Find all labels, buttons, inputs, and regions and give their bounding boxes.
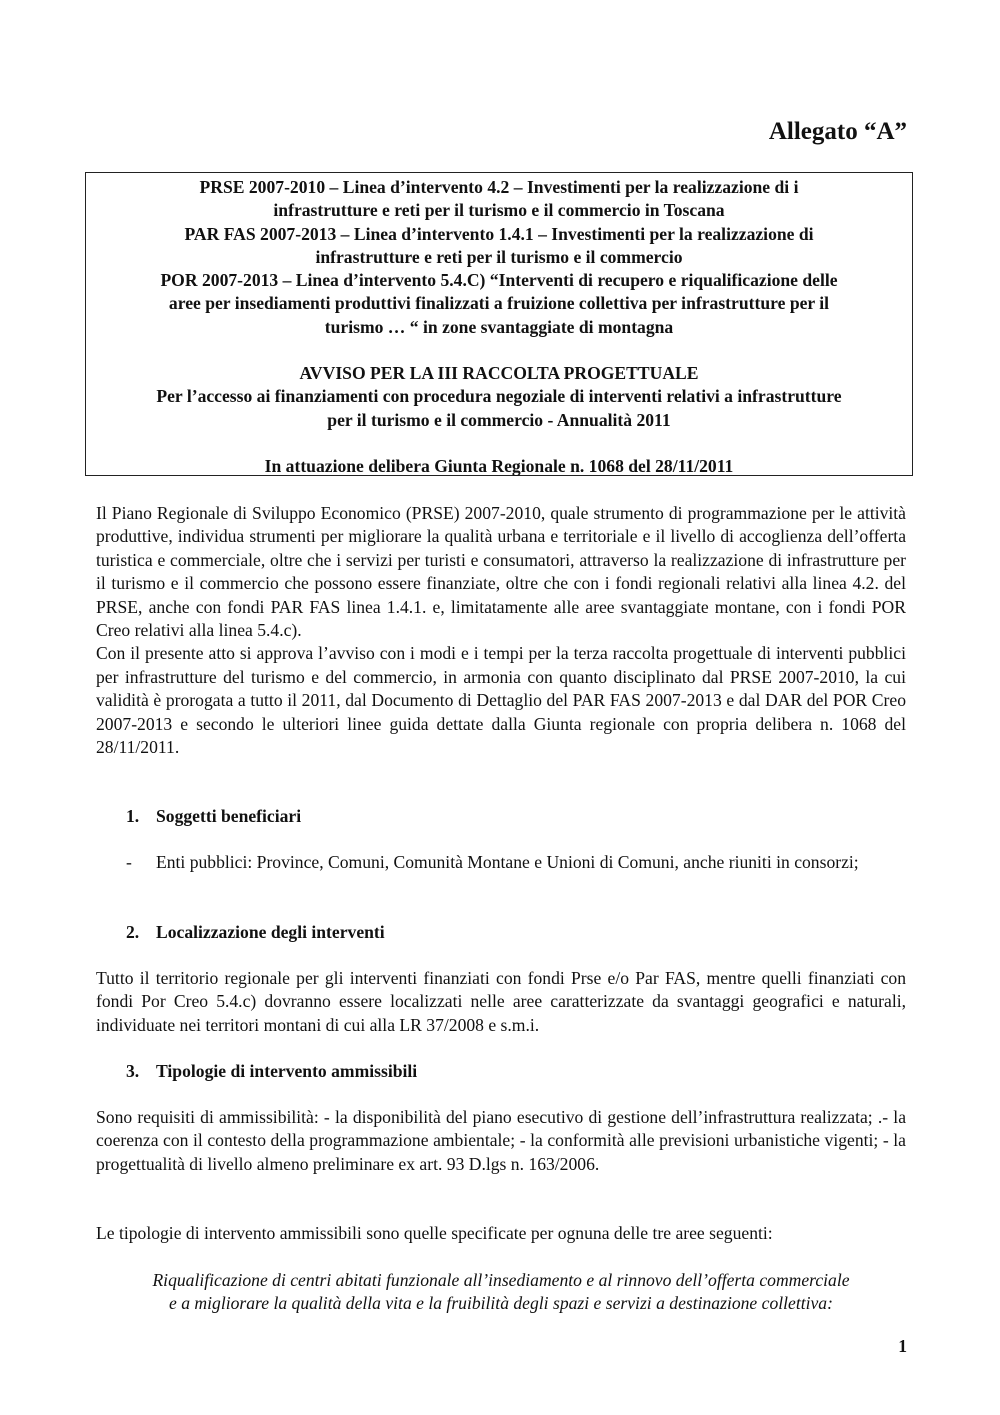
- header-box: [85, 172, 913, 476]
- italic-line: e a migliorare la qualità della vita e la fruibilità degli spazi e servizi a destinazione collettiva:: [169, 1293, 833, 1314]
- section-number: 3.: [126, 1061, 140, 1081]
- list-item: [96, 851, 906, 874]
- header-line: infrastrutture e reti per il turismo e il commercio: [315, 246, 683, 267]
- intro-paragraph: Il Piano Regionale di Sviluppo Economico (PRSE) 2007-2010, quale strumento di programmazione per le attività produttive, individua strumenti per migliorare la qualità urbana e territoriale e il livello di accoglienza dell’offerta turistica e commerciale, oltre che i servizi per turisti e consumatori, attraverso la realizzazione di infrastrutture per il turismo e il commercio che possono essere finanziate, oltre che con i fondi regionali relativi alla linea 4.2. del PRSE, anche con fondi PAR FAS linea 1.4.1. e, limitatamente alle aree svantaggiate montane, con i fondi POR Creo relativi alla linea 5.4.c).: [96, 503, 906, 641]
- section-number: 2.: [126, 922, 140, 942]
- section-paragraph: Le tipologie di intervento ammissibili sono quelle specificate per ognuna delle tre aree seguenti:: [96, 1223, 773, 1243]
- header-line: turismo … “ in zone svantaggiate di montagna: [324, 316, 674, 337]
- avviso-title: AVVISO PER LA III RACCOLTA PROGETTUALE: [299, 363, 699, 384]
- section-paragraph: Tutto il territorio regionale per gli interventi finanziati con fondi Prse e/o Par FAS, mentre quelli finanziati con fondi Por Creo 5.4.c) dovranno essere localizzati nelle aree caratterizzate da svantaggi geografici e naturali, individuate nei territori montani di cui alla LR 37/2008 e s.m.i.: [96, 968, 906, 1035]
- intro-paragraph: Con il presente atto si approva l’avviso con i modi e i tempi per la terza raccolta progettuale di interventi pubblici per infrastrutture del turismo e del commercio, in armonia con quanto disciplinato dal PRSE 2007-2010, la cui validità è prorogata a tutto il 2011, dal Documento di Dettaglio del PAR FAS 2007-2013 e dal DAR del POR Creo 2007-2013 e secondo le ulteriori linee guida dettate dalla Giunta regionale con propria delibera n. 1068 del 28/11/2011.: [96, 643, 906, 758]
- header-line: aree per insediamenti produttivi finalizzati a fruizione collettiva per infrastrutture per il: [168, 293, 830, 314]
- section-3-types: [96, 1222, 906, 1245]
- section-title: Localizzazione degli interventi: [156, 922, 385, 942]
- section-heading-3: [126, 1061, 417, 1082]
- header-line: PAR FAS 2007-2013 – Linea d’intervento 1.4.1 – Investimenti per la realizzazione di: [184, 223, 814, 244]
- avviso-line: per il turismo e il commercio - Annualità 2011: [327, 409, 671, 430]
- section-title: Soggetti beneficiari: [156, 806, 302, 826]
- header-line: infrastrutture e reti per il turismo e il commercio in Toscana: [273, 200, 725, 221]
- header-line: POR 2007-2013 – Linea d’intervento 5.4.C) “Interventi di recupero e riqualificazione delle: [160, 270, 838, 291]
- italic-line: Riqualificazione di centri abitati funzionale all’insediamento e al rinnovo dell’offerta commerciale: [152, 1270, 850, 1290]
- section-number: 1.: [126, 806, 140, 826]
- header-line: PRSE 2007-2010 – Linea d’intervento 4.2 – Investimenti per la realizzazione di i: [199, 177, 799, 197]
- bullet-dash: -: [126, 852, 132, 872]
- section-heading-1: [126, 806, 301, 827]
- page-number: 1: [898, 1336, 907, 1356]
- attuazione-line: In attuazione delibera Giunta Regionale n. 1068 del 28/11/2011: [264, 455, 734, 476]
- intro-section: [96, 502, 906, 759]
- section-3-body: [96, 1106, 906, 1176]
- section-paragraph: Sono requisiti di ammissibilità: - la disponibilità del piano esecutivo di gestione dell’infrastruttura realizzata; .- la coerenza con il contesto della programmazione ambientale; - la conformità alle previsioni urbanistiche vigenti; - la progettualità di livello almeno preliminare ex art. 93 D.lgs n. 163/2006.: [96, 1107, 906, 1174]
- section-title: Tipologie di intervento ammissibili: [156, 1061, 418, 1081]
- annex-title: Allegato “A”: [768, 118, 907, 145]
- avviso-line: Per l’accesso ai finanziamenti con procedura negoziale di interventi relativi a infrastrutture: [156, 386, 842, 407]
- italic-subheading: [96, 1269, 906, 1316]
- bullet-text: Enti pubblici: Province, Comuni, Comunità Montane e Unioni di Comuni, anche riuniti in consorzi;: [156, 852, 859, 872]
- section-2-body: [96, 967, 906, 1037]
- section-heading-2: [126, 922, 385, 943]
